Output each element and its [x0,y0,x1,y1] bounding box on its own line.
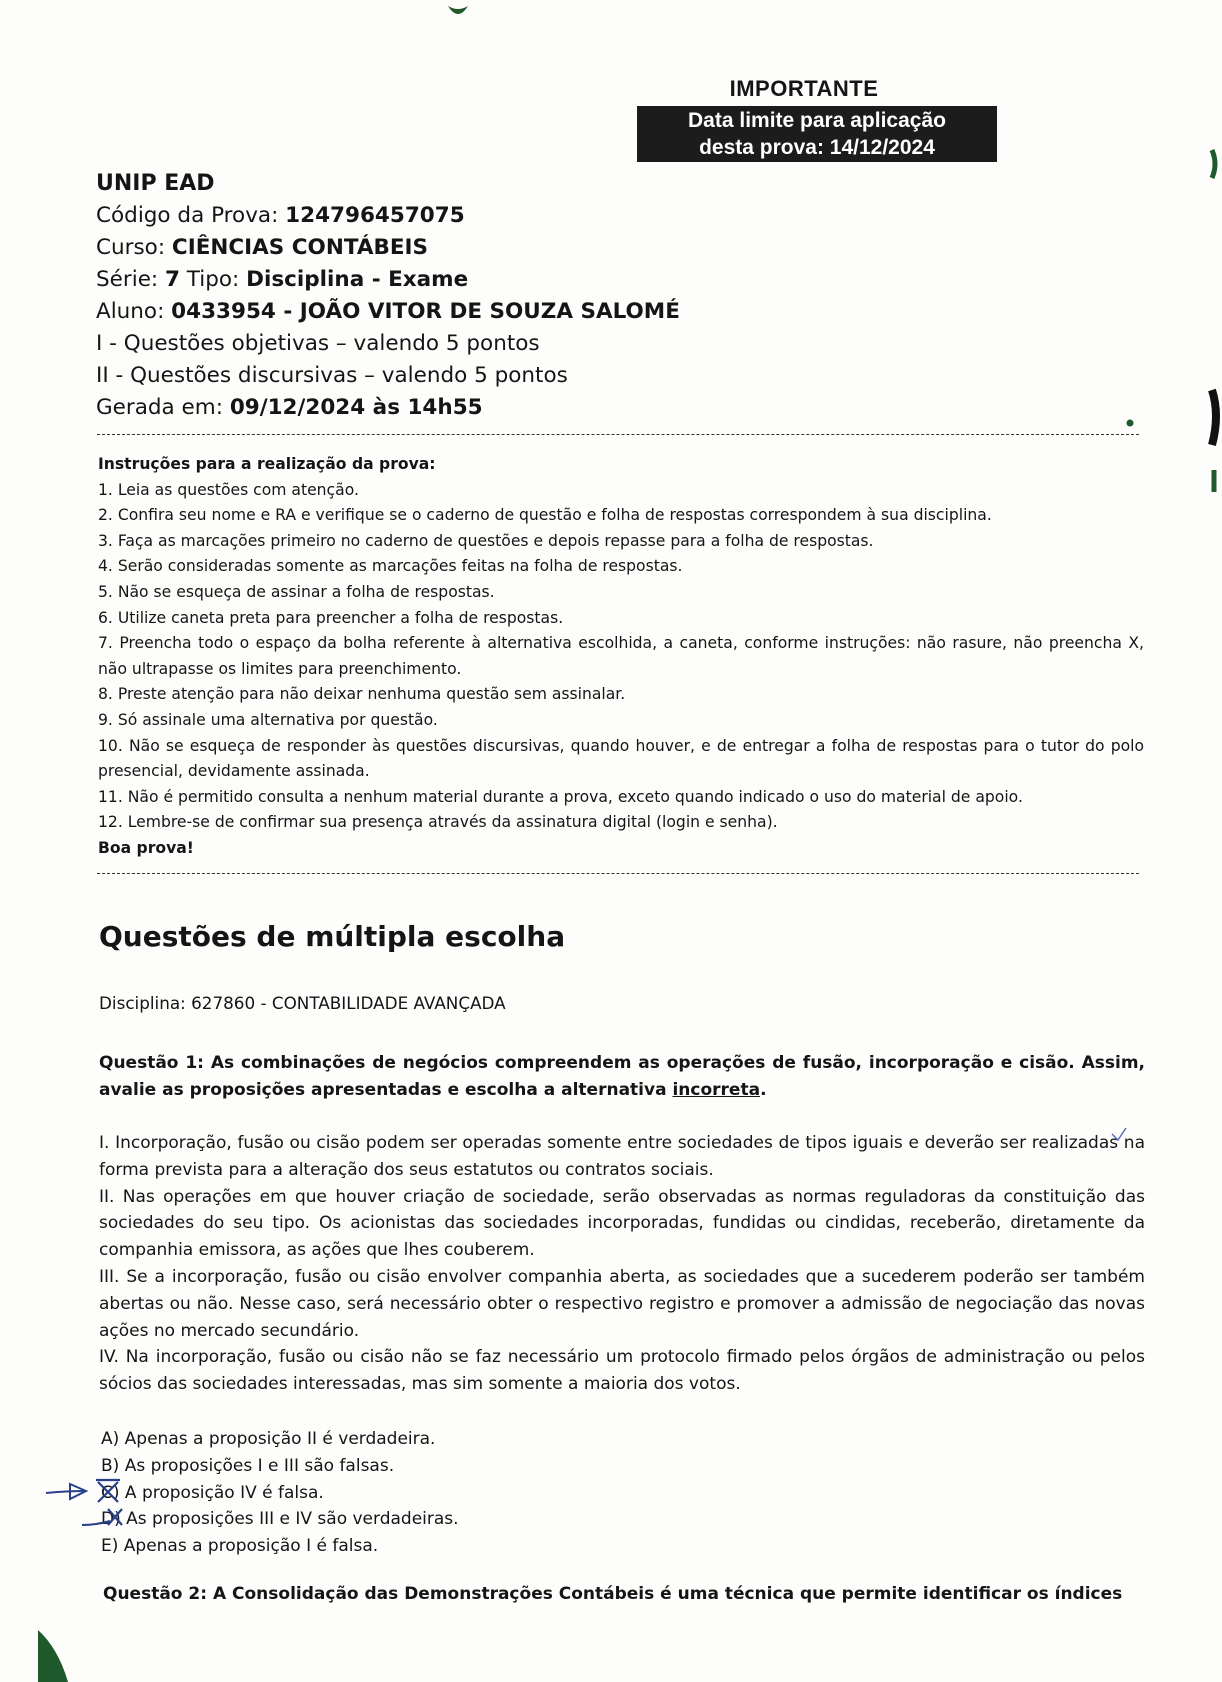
question-1-text: Questão 1: As combinações de negócios compreendem as operações de fusão, incorporação e cisão. Assim, avalie as proposições apresentadas e escolha a alternativa [99,1053,1145,1100]
instruction-item: 3. Faça as marcações primeiro no caderno de questões e depois repasse para a folha de respostas. [98,531,874,550]
student-label: Aluno: [96,299,172,324]
series-label: Série: [96,267,165,292]
instruction-item: 12. Lembre-se de confirmar sua presença através da assinatura digital (login e senha). [98,813,778,832]
pen-arrow [46,1491,86,1493]
proposition: IV. Na incorporação, fusão ou cisão não se faz necessário um protocolo firmado pelos órgãos de administração ou pelos sócios das sociedades interessadas, mas sim somente a maioria dos votos. [99,1347,1145,1395]
instruction-item: 4. Serão consideradas somente as marcações feitas na folha de respostas. [98,557,683,576]
deadline-line-1: Data limite para aplicação [688,109,946,132]
instruction-item: 2. Confira seu nome e RA e verifique se o caderno de questão e folha de respostas correspondem à sua disciplina. [98,506,992,525]
pen-cross-d [108,1509,122,1525]
edge-dot [1127,420,1134,427]
exam-code-label: Código da Prova: [96,203,286,228]
course-label: Curso: [96,235,172,260]
pen-tick [1112,1128,1126,1140]
option-c[interactable]: C) A proposição IV é falsa. [101,1482,324,1503]
proposition: III. Se a incorporação, fusão ou cisão envolver companhia aberta, as sociedades que a sucederem poderão ser também abertas ou não. Nesse caso, será necessário obter o respectivo registro e promover a admissão de negociação das novas ações no mercado secundário. [99,1266,1145,1341]
instruction-item: 7. Preencha todo o espaço da bolha referente à alternativa escolhida, a caneta, conforme instruções: não rasure, não preencha X, não ultrapasse os limites para preenchimento. [98,634,1144,678]
generated-label: Gerada em: [96,395,230,420]
important-title: IMPORTANTE [729,76,879,101]
option-b[interactable]: B) As proposições I e III são falsas. [101,1455,395,1476]
instruction-item: 10. Não se esqueça de responder às questões discursivas, quando houver, e de entregar a folha de respostas para o tutor do polo presencial, devidamente assinada. [98,736,1144,781]
pen-dash-d [82,1521,110,1525]
discipline: Disciplina: 627860 - CONTABILIDADE AVANÇADA [99,993,506,1013]
closing-text: Boa prova! [98,838,194,857]
discursive-line: II - Questões discursivas – valendo 5 pontos [96,363,568,388]
exam-code-value: 124796457075 [285,203,465,228]
type-label: Tipo: [179,267,247,292]
option-a[interactable]: A) Apenas a proposição II é verdadeira. [101,1429,436,1449]
question-1-tail: . [760,1080,767,1100]
deadline-line-2: desta prova: 14/12/2024 [699,136,935,159]
section-title: Questões de múltipla escolha [99,920,566,953]
instruction-item: 6. Utilize caneta preta para preencher a folha de respostas. [98,608,564,627]
student-value: 0433954 - JOÃO VITOR DE SOUZA SALOMÉ [171,299,680,324]
course-value: CIÊNCIAS CONTÁBEIS [171,235,429,260]
instruction-item: 1. Leia as questões com atenção. [98,480,359,499]
instruction-item: 5. Não se esqueça de assinar a folha de respostas. [98,582,495,601]
option-e[interactable]: E) Apenas a proposição I é falsa. [101,1536,379,1557]
pen-cross-c [96,1480,120,1502]
instruction-item: 8. Preste atenção para não deixar nenhuma questão sem assinalar. [98,685,626,704]
generated-value: 09/12/2024 às 14h55 [229,395,483,420]
instruction-item: 9. Só assinale uma alternativa por questão. [98,710,438,729]
green-stain-bottom [38,1630,68,1682]
proposition: II. Nas operações em que houver criação de sociedade, serão observadas as normas reguladoras da constituição das sociedades do seu tipo. Os acionistas das sociedades incorporadas, fundidas ou cindidas, receberão, diretamente da companhia emissora, as ações que lhes couberem. [99,1186,1145,1261]
green-stain-top [448,6,468,14]
option-d[interactable]: D) As proposições III e IV são verdadeiras. [101,1509,459,1530]
instructions-title: Instruções para a realização da prova: [98,455,436,473]
question-1-underlined: incorreta [672,1080,761,1100]
proposition: I. Incorporação, fusão ou cisão podem ser operadas somente entre sociedades de tipos iguais e deverão ser realizadas na forma prevista para a alteração dos seus estatutos ou contratos sociais. [99,1133,1145,1180]
type-value: Disciplina - Exame [246,267,469,292]
objective-line: I - Questões objetivas – valendo 5 pontos [96,331,540,356]
question-2: Questão 2: A Consolidação das Demonstrações Contábeis é uma técnica que permite identificar os índices [103,1584,1123,1604]
series-value: 7 [165,267,180,292]
edge-mark [1212,390,1216,445]
edge-mark [1212,150,1215,178]
brand-title: UNIP EAD [96,171,215,196]
instruction-item: 11. Não é permitido consulta a nenhum material durante a prova, exceto quando indicado o uso do material de apoio. [98,787,1023,806]
